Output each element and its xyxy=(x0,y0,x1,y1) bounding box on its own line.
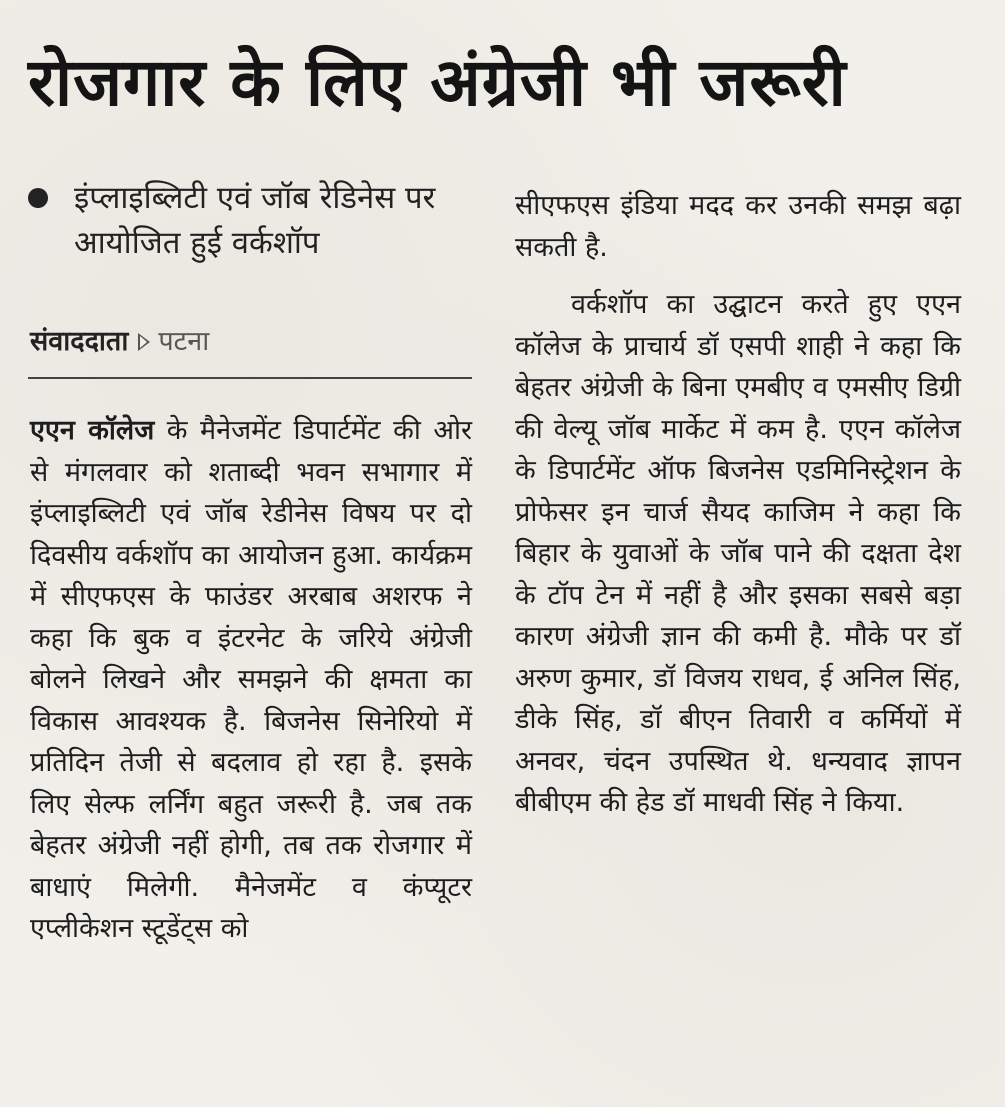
headline: रोजगार के लिए अंग्रेजी भी जरूरी xyxy=(28,44,847,121)
byline-divider xyxy=(28,377,472,379)
byline-reporter: संवाददाता xyxy=(30,326,129,357)
bullet-icon xyxy=(28,188,48,208)
paragraph: सीएफएस इंडिया मदद कर उनकी समझ बढ़ा सकती है. xyxy=(515,190,961,263)
byline xyxy=(30,322,209,362)
subhead xyxy=(28,176,488,266)
subhead-text: इंप्लाइब्लिटी एवं जॉब रेडिनेस पर आयोजित हुई वर्कशॉप xyxy=(74,180,436,261)
byline-city: पटना xyxy=(158,326,210,357)
paragraph: वर्कशॉप का उद्घाटन करते हुए एएन कॉलेज के प्राचार्य डॉ एसपी शाही ने कहा कि बेहतर अंग्रेजी के बिना एमबीए व एमसीए डिग्री की वेल्यू जॉब मार्केट में कम है. एएन कॉलेज के डिपार्टमेंट ऑफ बिजनेस एडमिनिस्ट्रेशन के प्रोफेसर इन चार्ज सैयद काजिम ने कहा कि बिहार के युवाओं के जॉब पाने की दक्षता देश के टॉप टेन में नहीं है और इसका सबसे बड़ा कारण अंग्रेजी ज्ञान की कमी है. मौके पर डॉ अरुण कुमार, डॉ विजय राधव, ई अनिल सिंह, डीके सिंह, डॉ बीएन तिवारी व कर्मियों में अनवर, चंदन उपस्थित थे. धन्यवाद ज्ञापन बीबीएम की हेड डॉ माधवी सिंह ने किया. xyxy=(515,289,961,818)
paragraph xyxy=(30,410,472,950)
left-body-text: के मैनेजमेंट डिपार्टमेंट की ओर से मंगलवार को शताब्दी भवन सभागार में इंप्लाइब्लिटी एवं जॉब रेडीनेस विषय पर दो दिवसीय वर्कशॉप का आयोजन हुआ. कार्यक्रम में सीएफएस के फाउंडर अरबाब अशरफ ने कहा कि बुक व इंटरनेट के जरिये अंग्रेजी बोलने लिखने और समझने की क्षमता का विकास आवश्यक है. बिजनेस सिनेरियो में प्रतिदिन तेजी से बदलाव हो रहा है. इसके लिए सेल्फ लर्निंग बहुत जरूरी है. जब तक बेहतर अंग्रेजी नहीं होगी, तब तक रोजगार में बाधाएं मिलेगी. मैनेजमेंट व कंप्यूटर एप्लीकेशन स्टूडेंट्स को xyxy=(30,415,472,944)
lead-text: एएन कॉलेज xyxy=(30,415,155,446)
play-arrow-icon xyxy=(138,333,150,351)
article-column-right xyxy=(515,185,961,824)
article-column-left xyxy=(30,410,472,950)
